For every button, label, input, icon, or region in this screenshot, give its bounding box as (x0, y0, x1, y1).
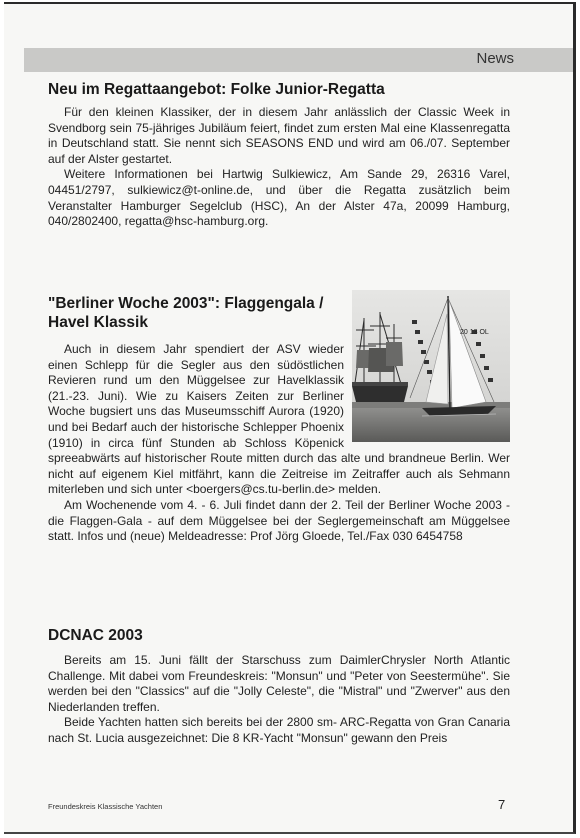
article-paragraph: Für den kleinen Klassiker, der in diesem Jahr anlässlich der Classic Week in Svendborg sein 75-jähriges Jubiläum feiert, findet zum ersten Mal eine Klassenregatta in Deutschland statt. Sie nennt sich SEASONS END und wird am 06./07. September auf der Alster gestartet. (48, 105, 510, 166)
article-folke-junior (48, 80, 510, 230)
footer-publication: Freundeskreis Klassische Yachten (48, 802, 163, 811)
sailboat-image (352, 290, 510, 442)
article-title: DCNAC 2003 (48, 627, 143, 644)
section-header-bar (24, 48, 576, 72)
magazine-page (4, 2, 576, 834)
page-number: 7 (498, 797, 506, 812)
article-paragraph: Bereits am 15. Juni fällt der Starschuss zum DaimlerChrysler North Atlantic Challenge. Mit dabei vom Freundeskreis: "Monsun" und "Peter von Seestermühe". Sie werden bei den "Classics" auf die "Jolly Celeste", die "Mistral" und "Zwerver" aus den Niederlanden treffen. (48, 653, 510, 714)
article-paragraph: Weitere Informationen bei Hartwig Sulkiewicz, Am Sande 29, 26316 Varel, 04451/2797, sulkiewicz@t-online.de, und über die Regatta zusätzlich beim Veranstalter Hamburger Segelclub (HSC), An der Alster 47a, 20099 Hamburg, 040/2802400, regatta@hsc-hamburg.org. (48, 167, 510, 229)
article-title: Neu im Regattaangebot: Folke Junior-Regatta (48, 81, 385, 98)
sailboat-photo (352, 290, 510, 442)
sail-number: 20 13 OL (460, 329, 489, 336)
article-berliner-woche (48, 294, 510, 545)
section-label: News (476, 50, 514, 67)
article-paragraph: Auch in diesem Jahr spendiert der ASV wieder einen Schlepp für die Segler aus den südöstlichen Revieren rund um den Müggelsee zur Havelklassik (21.-23. Juni). Wie zu Kaisers Zeiten zur Berliner Woche bugsiert uns das Museumsschiff Aurora (1920) und bei Bedarf auch der historische Schlepper Phoenix (1910) in circa fünf Stunden ab Schloss Köpenick spreeabwärts auf historischer Route mitten durch das alte und brandneue Berlin. Wer nicht auf eigenem Kiel mitfährt, kann die Zeitreise im Zeitraffer auch als Sehmann miterleben und sich unter <boergers@cs.tu-berlin.de> melden. (48, 342, 510, 497)
article-dcnac (48, 626, 510, 747)
article-title: "Berliner Woche 2003": Flaggengala / Havel Klassik (48, 295, 324, 331)
article-paragraph: Am Wochenende vom 4. - 6. Juli findet dann der 2. Teil der Berliner Woche 2003 - die Flaggen-Gala - auf dem Müggelsee bei der Seglergemeinschaft am Müggelsee statt. Infos und (neue) Meldeadresse: Prof Jörg Gloede, Tel./Fax 030 6454758 (48, 497, 510, 544)
article-paragraph: Beide Yachten hatten sich bereits bei der 2800 sm- ARC-Regatta von Gran Canaria nach St. Lucia ausgezeichnet: Die 8 KR-Yacht "Monsun" gewann den Preis (48, 715, 510, 745)
